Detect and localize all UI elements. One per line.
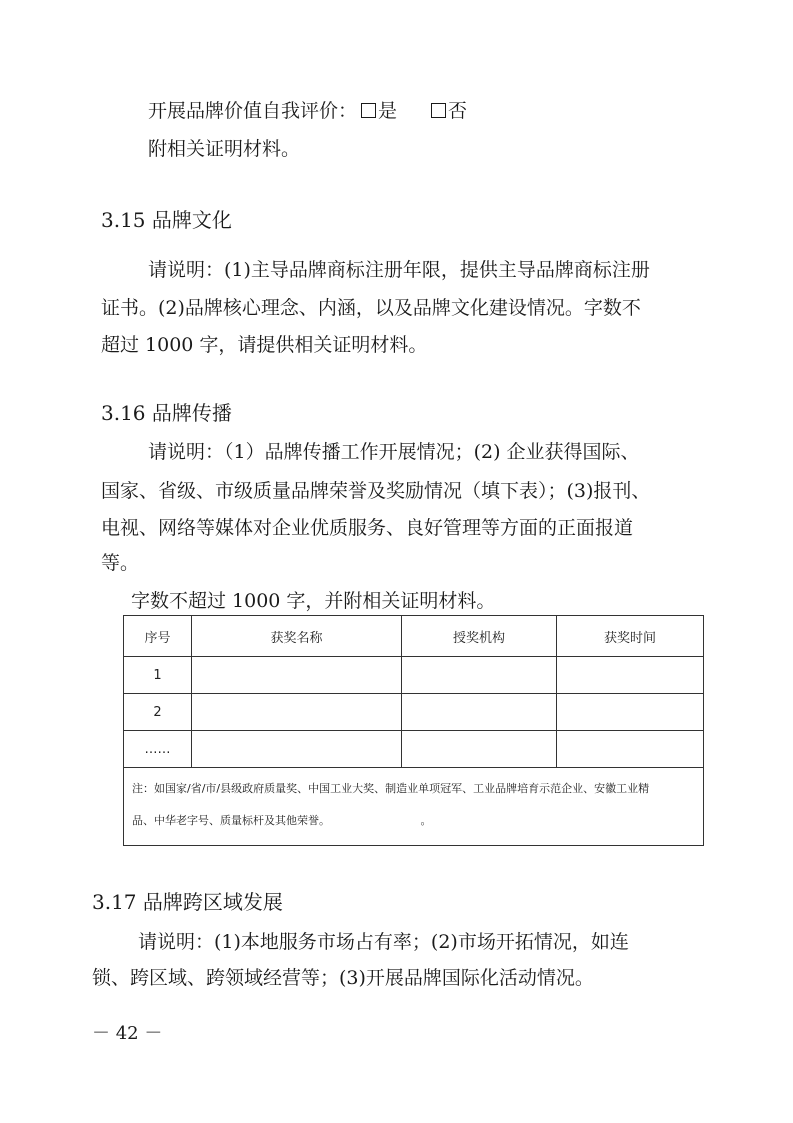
section-3-16-line-4: 等。 — [101, 552, 140, 574]
table-note-line-1: 注：如国家/省/市/县级政府质量奖、中国工业大奖、制造业单项冠军、工业品牌培育示范企业、安徽工业精 — [132, 782, 650, 795]
section-3-16-title: 3.16 品牌传播 — [101, 401, 232, 425]
cell-index: 2 — [124, 694, 192, 731]
cell-index: …… — [124, 731, 192, 768]
self-eval-label: 开展品牌价值自我评价： — [148, 100, 358, 122]
table-note-mark: 。 — [420, 814, 432, 827]
col-header-award-date: 获奖时间 — [557, 616, 704, 657]
cell-award-name[interactable] — [192, 657, 402, 694]
section-3-16-line-1: 请说明：（1）品牌传播工作开展情况；(2) 企业获得国际、 — [148, 441, 640, 463]
table-row — [124, 657, 704, 694]
cell-award-name[interactable] — [192, 694, 402, 731]
option-no-label: 否 — [448, 100, 468, 122]
section-3-15-line-2: 证书。(2)品牌核心理念、内涵，以及品牌文化建设情况。字数不 — [101, 297, 641, 319]
cell-award-date[interactable] — [557, 657, 704, 694]
page-number: － 42 － — [92, 1023, 163, 1044]
cell-granting-body[interactable] — [402, 657, 557, 694]
checkbox-yes[interactable] — [361, 103, 376, 118]
cell-granting-body[interactable] — [402, 694, 557, 731]
attach-note: 附相关证明材料。 — [148, 138, 301, 160]
cell-award-name[interactable] — [192, 731, 402, 768]
option-yes-label: 是 — [378, 100, 398, 122]
table-row — [124, 694, 704, 731]
cell-index: 1 — [124, 657, 192, 694]
section-3-17-line-1: 请说明：(1)本地服务市场占有率；(2)市场开拓情况，如连 — [138, 931, 629, 953]
table-note — [124, 768, 704, 846]
col-header-index: 序号 — [124, 616, 192, 657]
table-row — [124, 731, 704, 768]
brand-value-self-eval-line — [148, 99, 467, 123]
section-3-16-line-2: 国家、省级、市级质量品牌荣誉及奖励情况（填下表）；(3)报刊、 — [101, 480, 651, 502]
table-note-line-2: 品、中华老字号、质量标杆及其他荣誉。 — [132, 814, 325, 827]
awards-table — [123, 615, 704, 846]
checkbox-no[interactable] — [431, 103, 446, 118]
section-3-17-line-2: 锁、跨区域、跨领域经营等；(3)开展品牌国际化活动情况。 — [92, 967, 594, 989]
section-3-16-line-5: 字数不超过 1000 字，并附相关证明材料。 — [131, 590, 496, 612]
col-header-award-name: 获奖名称 — [192, 616, 402, 657]
section-3-15-line-3: 超过 1000 字，请提供相关证明材料。 — [101, 334, 428, 356]
col-header-granting-body: 授奖机构 — [402, 616, 557, 657]
section-3-17-title: 3.17 品牌跨区域发展 — [92, 890, 283, 914]
cell-award-date[interactable] — [557, 731, 704, 768]
cell-granting-body[interactable] — [402, 731, 557, 768]
section-3-15-line-1: 请说明：(1)主导品牌商标注册年限，提供主导品牌商标注册 — [148, 259, 650, 281]
cell-award-date[interactable] — [557, 694, 704, 731]
section-3-15-title: 3.15 品牌文化 — [101, 208, 232, 232]
section-3-16-line-3: 电视、网络等媒体对企业优质服务、良好管理等方面的正面报道 — [101, 517, 634, 539]
